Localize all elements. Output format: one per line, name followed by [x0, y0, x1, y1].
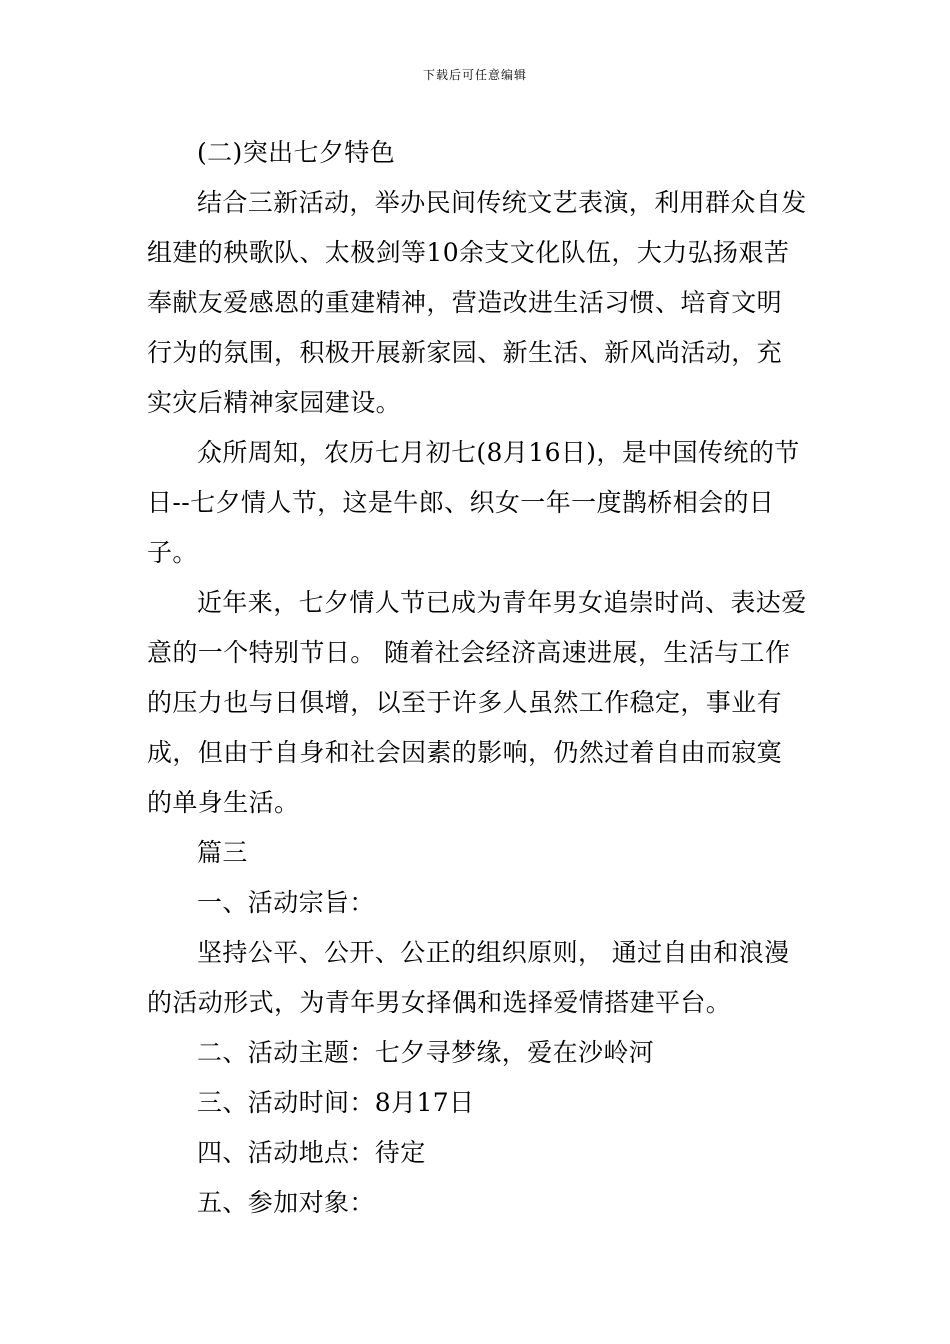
list-item: 二、活动主题：七夕寻梦缘，爱在沙岭河: [197, 1038, 655, 1067]
document-body: [147, 128, 807, 1228]
list-item: 三、活动时间：8月17日: [197, 1088, 475, 1117]
list-item: 四、活动地点：待定: [197, 1138, 426, 1167]
paragraph: 近年来，七夕情人节已成为青年男女追崇时尚、表达爱意的一个特别节日。 随着社会经济高速进展，生活与工作的压力也与日俱增，以至于许多人虽然工作稳定，事业有成，但由于自身和社会因素的影响，仍然过着自由而寂寞的单身生活。: [147, 588, 807, 817]
paragraph: 结合三新活动，举办民间传统文艺表演，利用群众自发组建的秧歌队、太极剑等10余支文化队伍，大力弘扬艰苦奉献友爱感恩的重建精神，营造改进生活习惯、培育文明行为的氛围，积极开展新家园、新生活、新风尚活动，充实灾后精神家园建设。: [147, 188, 807, 417]
list-item: 一、活动宗旨：: [197, 888, 375, 917]
list-item: 五、参加对象：: [197, 1188, 375, 1217]
paragraph: 众所周知，农历七月初七(8月16日)，是中国传统的节日--七夕情人节，这是牛郎、织女一年一度鹊桥相会的日子。: [147, 438, 800, 567]
paragraph: 坚持公平、公开、公正的组织原则， 通过自由和浪漫的活动形式，为青年男女择偶和选择爱情搭建平台。: [147, 938, 790, 1017]
section-heading: (二)突出七夕特色: [197, 138, 396, 167]
section-heading: 篇三: [197, 838, 248, 867]
page-header-note: 下载后可任意编辑: [422, 68, 527, 82]
